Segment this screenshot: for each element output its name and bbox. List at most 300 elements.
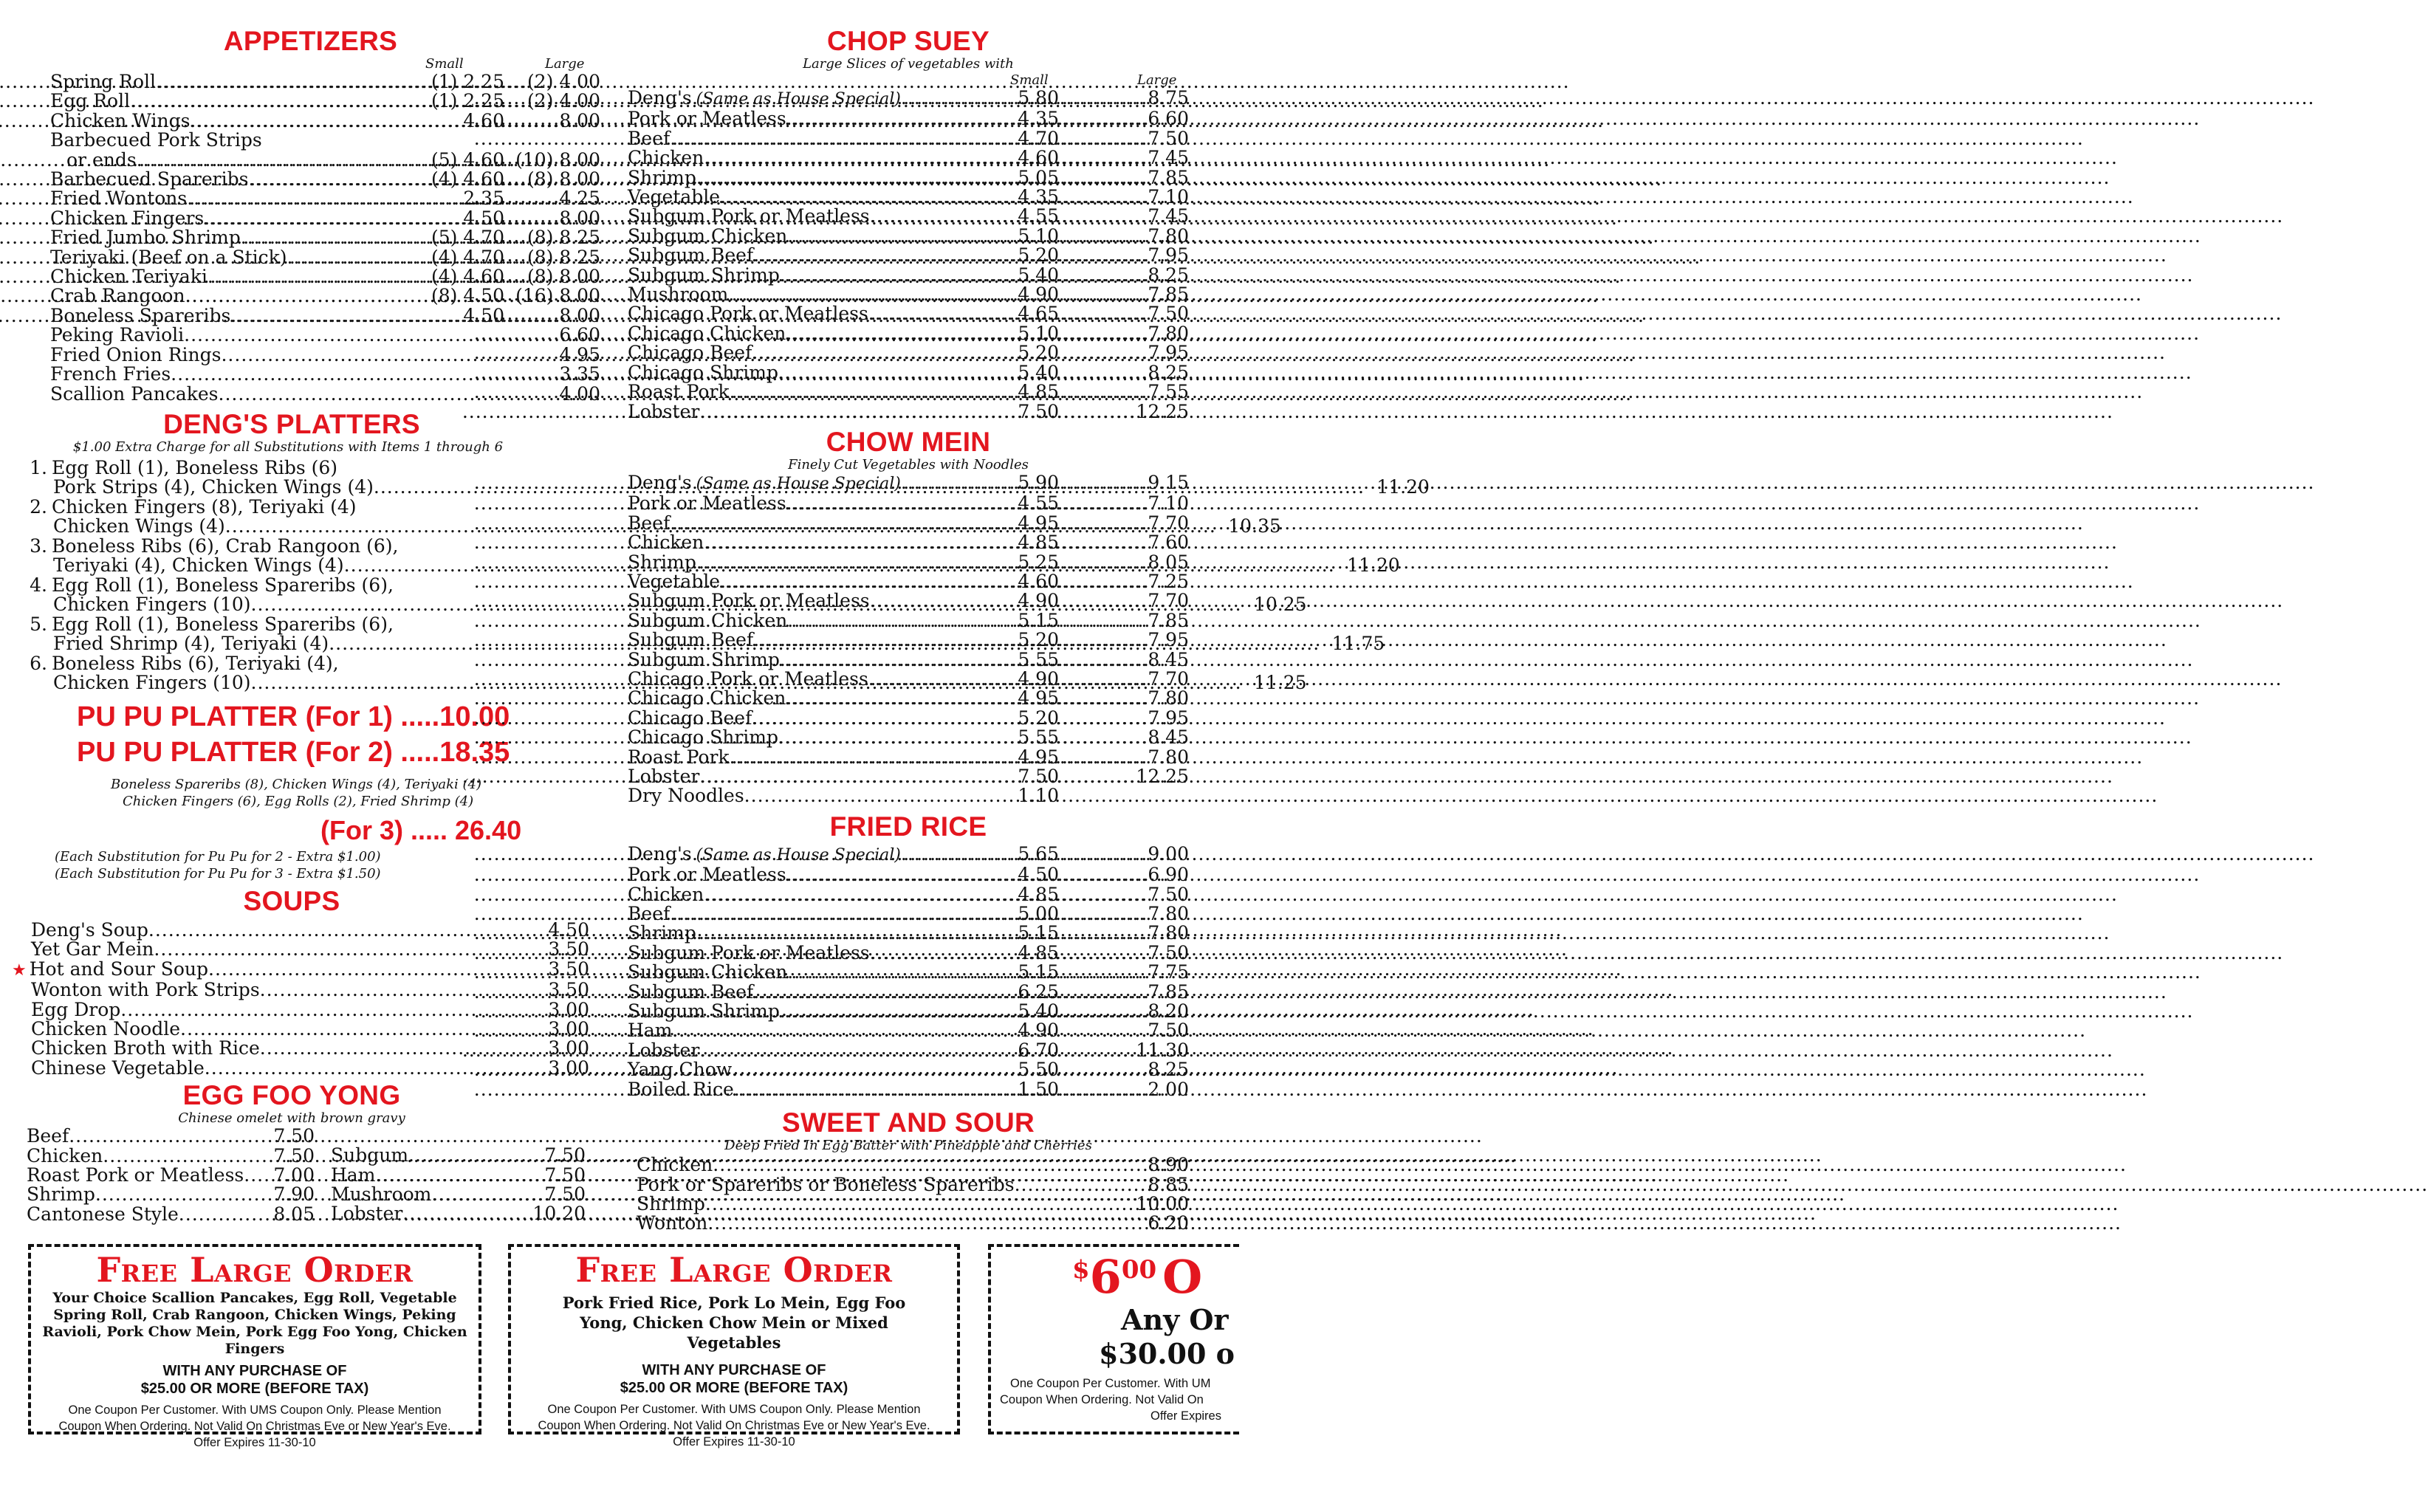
menu-item <box>628 748 1189 767</box>
small-price: (4) 4.60 <box>431 266 504 288</box>
large-price: 7.45 <box>1148 205 1189 227</box>
small-price: 5.10 <box>1018 322 1059 344</box>
large-price-wrap <box>1059 591 1189 611</box>
small-price: 6.25 <box>1018 980 1059 1003</box>
large-price: 8.45 <box>1148 726 1189 749</box>
menu-item <box>628 904 1189 924</box>
large-price-wrap <box>1059 630 1189 650</box>
dot-leader <box>0 92 527 111</box>
platters-title: DENG'S PLATTERS <box>163 408 420 439</box>
menu-item <box>628 630 1189 650</box>
small-price: 4.60 <box>463 109 504 131</box>
small-price: (4) 4.60 <box>431 168 504 190</box>
item-name: Peking Ravioli <box>50 324 185 346</box>
small-price: 4.85 <box>1018 883 1059 905</box>
small-price: 5.20 <box>1018 629 1059 651</box>
menu-item <box>628 924 1189 943</box>
appetizers-title: APPETIZERS <box>223 26 398 56</box>
small-price: (4) 4.70 <box>431 246 504 268</box>
menu-item <box>628 285 1189 304</box>
large-price: (2) 4.00 <box>527 71 600 92</box>
item-price: 3.00 <box>548 1056 589 1079</box>
menu-item <box>628 842 1189 865</box>
large-price: 7.60 <box>1148 532 1189 554</box>
item-name: Barbecued Spareribs <box>50 168 249 190</box>
dot-leader <box>474 324 1148 346</box>
dot-leader <box>474 382 1148 405</box>
item-name: Shrimp <box>628 922 696 944</box>
item-name: Chicken <box>628 147 704 169</box>
menu-item <box>628 494 1189 513</box>
small-price: 5.55 <box>1018 726 1059 749</box>
dot-leader <box>474 109 1148 128</box>
large-price-wrap <box>1059 885 1189 904</box>
large-price-wrap <box>1059 980 1189 1003</box>
large-price-wrap <box>1059 207 1189 226</box>
item-name: Shrimp <box>628 166 696 188</box>
large-price: 8.00 <box>559 304 600 326</box>
coupon-expiry: Offer Expires 11-30-10 <box>673 1435 795 1449</box>
dot-leader <box>474 224 1148 249</box>
item-name: Mushroom <box>331 1183 432 1205</box>
dot-leader <box>713 1155 1148 1175</box>
dot-leader <box>408 1146 544 1165</box>
large-price: 8.75 <box>1148 87 1189 109</box>
large-price-wrap <box>1059 709 1189 728</box>
coupon-fine-print-2: Coupon When Ordering. Not Valid On <box>1000 1393 1204 1406</box>
menu-item <box>628 382 1189 402</box>
item-price: 7.50 <box>544 1144 586 1166</box>
item-name: Yet Gar Mein <box>31 938 154 961</box>
small-price: 4.95 <box>1018 746 1059 768</box>
large-price: 7.50 <box>1148 303 1189 325</box>
item-name: Roast Pork <box>628 381 730 403</box>
item-name: Vegetable <box>628 570 721 592</box>
item-name: Chicken <box>637 1154 713 1176</box>
platter-line-1: Boneless Ribs (6), Crab Rangoon (6), <box>52 535 399 557</box>
item-name: Subgum Beef <box>628 629 754 651</box>
small-price: 5.40 <box>1018 1000 1059 1023</box>
dot-leader <box>474 343 1148 362</box>
item-name: Lobster <box>628 766 700 787</box>
item-name: French Fries <box>50 363 171 385</box>
item-name: Chicago Beef <box>628 342 752 364</box>
small-price: 4.90 <box>1018 590 1059 612</box>
soups-title: SOUPS <box>243 885 340 916</box>
large-price: 7.70 <box>1148 590 1189 612</box>
coupon-fine-print-1: One Coupon Per Customer. With UM <box>1010 1377 1211 1390</box>
dot-leader <box>474 924 1148 943</box>
large-price-wrap <box>1059 363 1189 382</box>
coupon-six-dollars-off[interactable] <box>988 1244 1239 1434</box>
item-name: Pork or Spareribs or Boneless Spareribs <box>637 1173 1015 1195</box>
chop-suey-title: CHOP SUEY <box>827 26 990 56</box>
sweet-sour-item <box>637 1214 1189 1233</box>
menu-item <box>628 363 1189 382</box>
dot-leader <box>474 748 1148 767</box>
small-price: 4.65 <box>1018 303 1059 325</box>
menu-item <box>628 207 1189 226</box>
small-price: (1) 2.25 <box>431 90 504 112</box>
item-price: 8.05 <box>273 1203 315 1225</box>
large-price: (8) 8.00 <box>527 168 600 190</box>
small-price: 1.50 <box>1018 1078 1059 1100</box>
menu-item <box>628 786 1189 805</box>
item-name: Scallion Pancakes <box>50 382 219 405</box>
menu-item <box>628 591 1189 611</box>
large-price: 8.25 <box>1148 264 1189 286</box>
coupon-items: Your Choice Scallion Pancakes, Egg Roll, Vegetable Spring Roll, Crab Rangoon, Chicken Wings, Peking Ravioli, Pork Chow Mein, Pork Egg Foo Yong, Chicken Fingers <box>42 1290 467 1357</box>
item-price: 8.90 <box>1148 1154 1189 1176</box>
large-price-wrap <box>1059 767 1189 786</box>
small-price: 5.05 <box>1018 166 1059 188</box>
item-name: Subgum Pork or Meatless <box>628 590 870 612</box>
dot-leader <box>474 1080 1148 1099</box>
item-name: Pork or Meatless <box>628 108 786 130</box>
small-price: 5.40 <box>1018 361 1059 383</box>
item-price: 7.50 <box>273 1144 315 1166</box>
item-name: Lobster <box>628 400 700 422</box>
item-name: Chicago Shrimp <box>628 361 779 383</box>
platter-price: 11.20 <box>1376 476 1430 498</box>
item-price: 7.50 <box>273 1125 315 1147</box>
menu-item <box>628 941 1189 963</box>
item-name: Subgum Beef <box>628 980 754 1003</box>
menu-item <box>628 767 1189 786</box>
small-price: 6.70 <box>1018 1039 1059 1061</box>
item-name: Yang Chow <box>628 1059 733 1081</box>
small-price: 4.50 <box>1018 864 1059 886</box>
large-price: 7.50 <box>1148 127 1189 149</box>
fried-rice-list <box>628 842 1189 1100</box>
egg-foo-yong-item <box>27 1127 315 1146</box>
small-price: (5) 4.60 <box>431 148 504 171</box>
large-price: 7.85 <box>1148 166 1189 188</box>
large-price: (10) 8.00 <box>515 148 600 171</box>
item-price: 4.50 <box>548 918 589 941</box>
large-price-wrap <box>1059 285 1189 304</box>
dot-leader <box>474 89 1148 108</box>
platter-line-2: Chicken Fingers (10) <box>53 672 251 694</box>
platter-line-1: Egg Roll (1), Boneless Spareribs (6), <box>52 613 394 635</box>
egg-foo-yong-subtitle: Chinese omelet with brown gravy <box>178 1110 405 1127</box>
coupon-free-large-order-1[interactable] <box>28 1244 481 1449</box>
chop-suey-section <box>628 27 1189 422</box>
large-price-wrap <box>1059 266 1189 285</box>
dot-leader <box>707 1214 1148 1233</box>
small-price: 4.90 <box>1018 667 1059 690</box>
chow-mein-list <box>628 473 1189 806</box>
small-price: 4.85 <box>1018 941 1059 963</box>
sweet-sour-subtitle: Deep Fried In Egg Batter with Pineapple and Cherries <box>724 1138 1092 1154</box>
item-name: Beef <box>628 127 671 149</box>
small-price: 4.35 <box>1018 186 1059 208</box>
small-price: 4.50 <box>463 207 504 229</box>
coupon-fine-print-1: One Coupon Per Customer. With UMS Coupon Only. Please Mention <box>547 1403 921 1416</box>
dot-leader <box>431 1185 544 1204</box>
sweet-sour-title: SWEET AND SOUR <box>781 1107 1035 1138</box>
menu-item <box>628 1002 1189 1021</box>
small-price: 5.15 <box>1018 922 1059 944</box>
platter-number: 2. <box>30 495 47 518</box>
large-price: (8) 8.00 <box>527 266 600 288</box>
item-name: Chicken Fingers <box>50 207 205 229</box>
item-name: Spring Roll <box>50 71 156 92</box>
large-price: 8.25 <box>1148 361 1189 383</box>
item-note-text: (Same as House Special) <box>696 474 901 493</box>
platter-line-1: Egg Roll (1), Boneless Spareribs (6), <box>52 574 394 596</box>
dot-leader <box>474 667 1148 690</box>
platter-line-1: Egg Roll (1), Boneless Ribs (6) <box>52 456 338 478</box>
item-price: 3.00 <box>548 998 589 1020</box>
item-name: Beef <box>628 903 671 925</box>
menu-item <box>628 89 1189 109</box>
large-price: (8) 8.25 <box>527 246 600 268</box>
egg-foo-yong-title: EGG FOO YONG <box>182 1080 401 1111</box>
item-name: Mushroom <box>628 284 729 306</box>
coupon-title: Free Large Order <box>96 1250 414 1290</box>
dot-leader <box>474 266 1148 288</box>
menu-item <box>628 611 1189 630</box>
large-price: 8.00 <box>559 109 600 131</box>
item-name: Shrimp <box>637 1192 705 1214</box>
item-name: Cantonese Style <box>27 1203 179 1225</box>
fried-rice-title: FRIED RICE <box>829 811 987 842</box>
dot-leader <box>462 767 1136 786</box>
small-price: 5.15 <box>1018 609 1059 631</box>
item-name: Hot and Sour Soup <box>29 958 208 980</box>
item-name: Subgum Shrimp <box>628 264 780 286</box>
large-price-wrap <box>1059 473 1189 492</box>
platter-line-1: Boneless Ribs (6), Teriyaki (4), <box>52 652 339 674</box>
item-name: Subgum Shrimp <box>628 1000 780 1023</box>
small-price: 4.70 <box>1018 127 1059 149</box>
item-name: Fried Wontons <box>50 188 188 210</box>
pupu-for-3: (For 3) ..... 26.40 <box>320 814 522 845</box>
menu-item <box>628 514 1189 533</box>
large-price: 8.05 <box>1148 551 1189 573</box>
large-price-wrap <box>1059 533 1189 552</box>
platter-line-2: Teriyaki (4), Chicken Wings (4) <box>53 554 344 577</box>
large-price-wrap <box>1059 748 1189 767</box>
large-price: 8.45 <box>1148 648 1189 670</box>
egg-foo-yong-columns <box>22 1127 591 1224</box>
menu-item <box>628 709 1189 728</box>
dot-leader <box>474 148 1148 171</box>
sweet-sour-item <box>637 1155 1189 1175</box>
item-name: Deng's <box>628 471 692 493</box>
menu-item <box>628 865 1189 884</box>
platter-price: 10.25 <box>1253 594 1307 616</box>
coupon-free-large-order-2[interactable] <box>508 1244 960 1449</box>
large-price: 7.80 <box>1148 224 1189 247</box>
item-name: Chicago Beef <box>628 707 752 729</box>
item-name: or ends <box>66 148 137 171</box>
item-note-text: (Same as House Special) <box>696 90 901 109</box>
large-price: 7.85 <box>1148 609 1189 631</box>
small-price: 5.25 <box>1018 551 1059 573</box>
coupon-condition-1: WITH ANY PURCHASE OF <box>162 1363 347 1379</box>
large-price: (16) 8.00 <box>515 285 600 307</box>
large-price: 7.70 <box>1148 512 1189 534</box>
dot-leader <box>474 885 1148 904</box>
small-price: 4.85 <box>1018 532 1059 554</box>
large-price-wrap <box>1059 494 1189 513</box>
large-price: 7.25 <box>1148 570 1189 592</box>
menu-item <box>628 224 1189 247</box>
sweet-sour-item <box>637 1192 1189 1214</box>
item-name: Subgum Pork or Meatless <box>628 205 870 227</box>
small-price: 4.95 <box>1018 512 1059 534</box>
dot-leader <box>0 72 527 92</box>
large-price: (2) 4.00 <box>527 90 600 112</box>
large-label: Large <box>545 56 585 72</box>
large-price-wrap <box>1059 924 1189 943</box>
item-name: Pork or Meatless <box>628 864 786 886</box>
egg-foo-yong-section <box>22 1081 591 1224</box>
appetizers-size-header <box>50 56 600 72</box>
item-name: Chicken Noodle <box>31 1017 180 1040</box>
large-price-wrap <box>1059 514 1189 533</box>
small-price: 4.95 <box>1018 687 1059 709</box>
dot-leader <box>474 630 1148 650</box>
item-name: Subgum Chicken <box>628 609 788 631</box>
dot-leader <box>474 650 1148 670</box>
menu-item <box>628 324 1189 343</box>
menu-item <box>628 188 1189 207</box>
small-price: 5.15 <box>1018 961 1059 983</box>
platter-line-2: Fried Shrimp (4), Teriyaki (4) <box>53 633 329 655</box>
dot-leader <box>474 207 1148 229</box>
platter-number: 5. <box>30 613 47 635</box>
pupu-for-2: PU PU PLATTER (For 2) .....18.35 <box>77 736 510 768</box>
large-price-wrap <box>1059 1080 1189 1099</box>
coupon-line-1: Any Or <box>1121 1303 1229 1336</box>
platter-line-2: Chicken Wings (4) <box>53 515 225 537</box>
menu-item <box>628 1080 1189 1099</box>
dot-leader <box>474 865 1148 884</box>
large-price-wrap <box>1059 168 1189 188</box>
dot-leader <box>474 689 1148 708</box>
large-price: 7.85 <box>1148 284 1189 306</box>
coupon-amount-value: 6 <box>1089 1250 1122 1304</box>
large-price: 2.00 <box>1148 1078 1189 1100</box>
item-price: 6.20 <box>1148 1212 1189 1234</box>
egg-foo-yong-item <box>27 1166 315 1185</box>
item-price: 3.50 <box>548 958 589 980</box>
platter-price: 11.25 <box>1253 672 1307 694</box>
coupon-amount-tail: O <box>1162 1250 1203 1304</box>
item-price: 7.90 <box>273 1183 315 1206</box>
large-price-wrap <box>1059 553 1189 572</box>
dot-leader <box>0 286 515 306</box>
menu-item <box>628 885 1189 904</box>
item-price: 3.50 <box>548 979 589 1001</box>
menu-item <box>628 1060 1189 1079</box>
menu-item <box>628 572 1189 591</box>
dot-leader <box>474 246 1148 268</box>
platters-subtitle: $1.00 Extra Charge for all Substitutions with Items 1 through 6 <box>72 439 504 455</box>
small-price: 5.20 <box>1018 244 1059 267</box>
dot-leader <box>0 228 527 247</box>
large-price-wrap <box>1059 129 1189 148</box>
egg-foo-yong-item <box>27 1144 315 1166</box>
dot-leader <box>474 129 1148 148</box>
platter-price: 10.35 <box>1228 515 1281 537</box>
item-name: Egg Roll <box>50 90 131 112</box>
item-name: Deng's Soup <box>31 918 148 941</box>
fried-rice-section <box>628 812 1189 1099</box>
item-name: Subgum Pork or Meatless <box>628 941 870 963</box>
large-price: 9.15 <box>1148 471 1189 493</box>
large-price-wrap <box>1059 667 1189 690</box>
large-label: Large <box>1137 72 1177 88</box>
item-name: Chicago Pork or Meatless <box>628 667 868 690</box>
large-price: 7.55 <box>1148 381 1189 403</box>
dot-leader <box>69 1127 273 1146</box>
dot-leader <box>474 168 1148 188</box>
chop-suey-list <box>628 89 1189 422</box>
sweet-sour-item <box>637 1175 1189 1195</box>
small-price: (1) 2.25 <box>431 71 504 92</box>
coupon-fine-print-2: Coupon When Ordering. Not Valid On Christmas Eve or New Year's Eve. <box>58 1420 451 1433</box>
coupon-line-2: $30.00 o <box>1099 1337 1235 1370</box>
small-price: 5.80 <box>1018 87 1059 109</box>
item-name: Vegetable <box>628 186 721 208</box>
item-name: Crab Rangoon <box>50 285 185 307</box>
large-price-wrap <box>1059 1002 1189 1021</box>
platter-number: 6. <box>30 652 47 674</box>
large-price: 8.25 <box>1148 1059 1189 1081</box>
dot-leader <box>474 473 1148 492</box>
dot-leader <box>95 1185 273 1204</box>
item-name: Roast Pork <box>628 746 730 768</box>
menu-item <box>628 689 1189 708</box>
platter-number: 3. <box>30 535 47 557</box>
small-price: 7.50 <box>1018 400 1059 422</box>
menu-item <box>628 148 1189 168</box>
egg-foo-yong-item <box>331 1204 586 1223</box>
coupon-condition-2: $25.00 OR MORE (BEFORE TAX) <box>620 1380 848 1396</box>
small-price: 4.60 <box>1018 570 1059 592</box>
small-price: 5.65 <box>1018 842 1059 865</box>
large-price: 11.30 <box>1136 1039 1189 1061</box>
menu-item <box>628 304 1189 323</box>
dot-leader <box>402 1204 532 1223</box>
item-name: Barbecued Pork Strips <box>50 129 262 151</box>
large-price-wrap <box>1059 1060 1189 1079</box>
small-price: 5.10 <box>1018 224 1059 247</box>
coupon-amount <box>1072 1251 1239 1303</box>
item-name: Deng's <box>628 842 692 865</box>
large-price: 7.80 <box>1148 922 1189 944</box>
item-name: Wonton <box>637 1212 708 1234</box>
dot-leader <box>474 533 1148 552</box>
dot-leader <box>474 363 1148 385</box>
small-price: 4.60 <box>1018 147 1059 169</box>
dot-leader <box>474 980 1148 1003</box>
platter-line-2: Chicken Fingers (10) <box>53 594 251 616</box>
item-name: Chicago Shrimp <box>628 726 779 749</box>
large-price-wrap <box>1059 842 1189 865</box>
substitution-note-2: (Each Substitution for Pu Pu for 3 - Extra $1.50) <box>55 865 381 882</box>
large-price-wrap <box>1059 963 1189 982</box>
small-price: 5.20 <box>1018 707 1059 729</box>
menu-item <box>628 533 1189 552</box>
large-price-wrap <box>1059 246 1189 265</box>
item-name: Roast Pork or Meatless <box>27 1164 244 1186</box>
coupon-amount-cents: 00 <box>1121 1255 1157 1285</box>
